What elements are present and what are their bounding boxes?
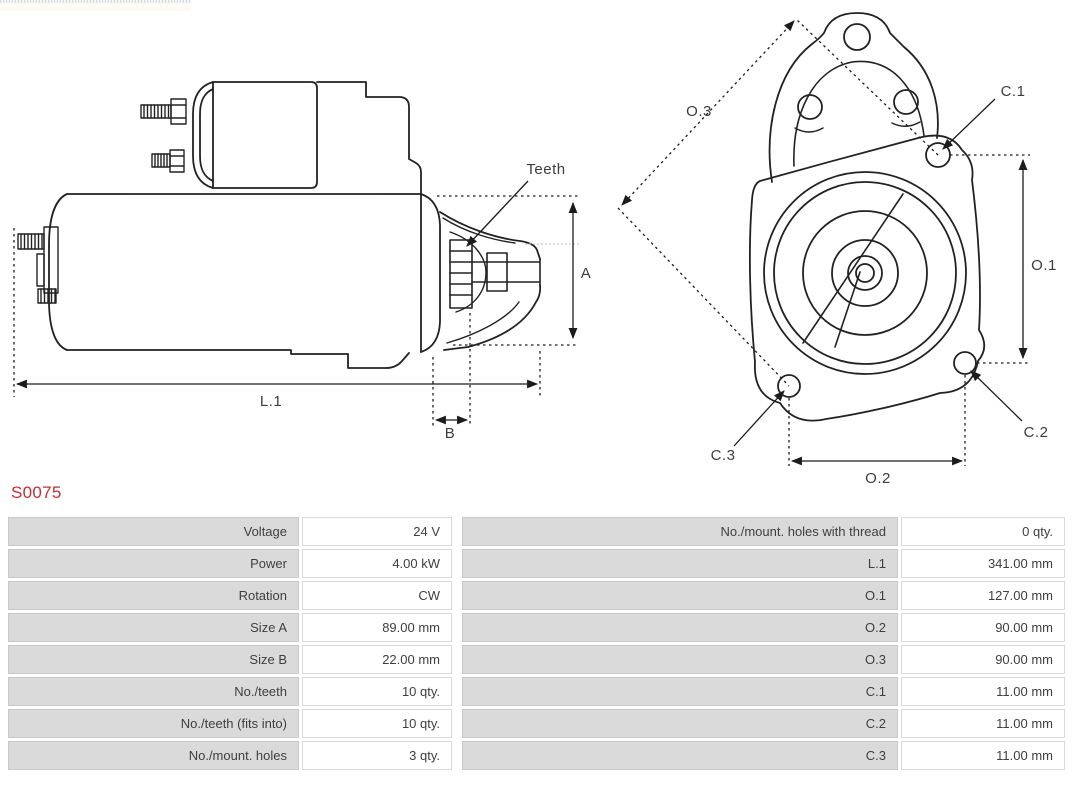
spec-value-c2: 11.00 mm bbox=[901, 709, 1065, 738]
spec-label-no-teeth: No./teeth bbox=[8, 677, 299, 706]
spec-value-c3: 11.00 mm bbox=[901, 741, 1065, 770]
spec-label-o3: O.3 bbox=[462, 645, 898, 674]
spec-label-rotation: Rotation bbox=[8, 581, 299, 610]
spec-label-l1: L.1 bbox=[462, 549, 898, 578]
spec-label-c3: C.3 bbox=[462, 741, 898, 770]
rear-terminal-studs bbox=[18, 227, 58, 303]
terminal-stud-upper bbox=[141, 99, 186, 124]
spec-value-c1: 11.00 mm bbox=[901, 677, 1065, 706]
spec-label-c2: C.2 bbox=[462, 709, 898, 738]
spec-value-power: 4.00 kW bbox=[302, 549, 452, 578]
spec-value-o1: 127.00 mm bbox=[901, 581, 1065, 610]
dim-label-teeth: Teeth bbox=[526, 161, 566, 178]
dim-label-c1: C.1 bbox=[1000, 83, 1026, 100]
spec-label-size-b: Size B bbox=[8, 645, 299, 674]
spec-value-no-teeth-fits-into: 10 qty. bbox=[302, 709, 452, 738]
spec-value-o3: 90.00 mm bbox=[901, 645, 1065, 674]
dim-label-a: A bbox=[580, 265, 592, 282]
dim-label-c2: C.2 bbox=[1023, 424, 1049, 441]
spec-table-right bbox=[462, 517, 1065, 770]
spec-value-no-mount-holes: 3 qty. bbox=[302, 741, 452, 770]
dim-label-c3: C.3 bbox=[710, 447, 736, 464]
spec-value-voltage: 24 V bbox=[302, 517, 452, 546]
spec-label-size-a: Size A bbox=[8, 613, 299, 642]
drive-end-housing bbox=[440, 212, 540, 350]
part-number: S0075 bbox=[11, 483, 62, 502]
spec-value-size-a: 89.00 mm bbox=[302, 613, 452, 642]
spec-label-voltage: Voltage bbox=[8, 517, 299, 546]
mounting-hole-c2 bbox=[954, 352, 976, 374]
spec-label-no-teeth-fits-into: No./teeth (fits into) bbox=[8, 709, 299, 738]
front-view-drawing bbox=[750, 13, 984, 421]
side-view-dimensions bbox=[14, 181, 579, 427]
front-view-dimensions bbox=[618, 19, 1030, 466]
upper-bracket bbox=[770, 13, 938, 182]
spec-label-no-mount-holes: No./mount. holes bbox=[8, 741, 299, 770]
dim-label-o3: O.3 bbox=[686, 103, 712, 120]
solenoid bbox=[193, 82, 421, 193]
mounting-flange bbox=[750, 136, 984, 421]
spec-value-size-b: 22.00 mm bbox=[302, 645, 452, 674]
dim-label-o2: O.2 bbox=[865, 470, 891, 487]
spec-value-holes-with-thread: 0 qty. bbox=[901, 517, 1065, 546]
spec-label-power: Power bbox=[8, 549, 299, 578]
spec-table-left bbox=[8, 517, 452, 770]
dim-label-o1: O.1 bbox=[1031, 257, 1057, 274]
spec-label-c1: C.1 bbox=[462, 677, 898, 706]
pinion-gear bbox=[450, 240, 540, 308]
dim-label-l1: L.1 bbox=[259, 393, 283, 410]
spec-label-o2: O.2 bbox=[462, 613, 898, 642]
logo-fragment-tint bbox=[0, 3, 190, 11]
starter-body bbox=[49, 194, 440, 368]
dim-label-b: B bbox=[444, 425, 456, 442]
spec-value-no-teeth: 10 qty. bbox=[302, 677, 452, 706]
spec-label-o1: O.1 bbox=[462, 581, 898, 610]
spec-value-rotation: CW bbox=[302, 581, 452, 610]
terminal-stud-lower bbox=[152, 150, 184, 172]
spec-label-holes-with-thread: No./mount. holes with thread bbox=[462, 517, 898, 546]
spec-value-o2: 90.00 mm bbox=[901, 613, 1065, 642]
spec-value-l1: 341.00 mm bbox=[901, 549, 1065, 578]
side-view-drawing bbox=[18, 82, 540, 368]
